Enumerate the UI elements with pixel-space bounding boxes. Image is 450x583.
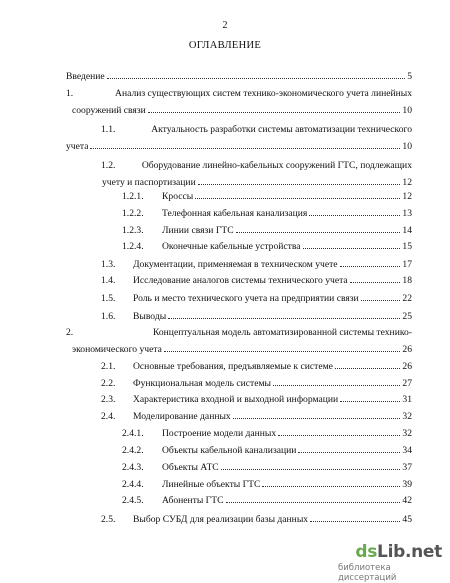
toc-text: Линии связи ГТС	[162, 225, 234, 236]
logo-ds-text: ds	[355, 542, 378, 562]
toc-text: Концептуальная модель автоматизированной системы технико-	[152, 327, 412, 338]
toc-line	[122, 461, 412, 473]
toc-line	[122, 444, 412, 456]
toc-line	[66, 70, 412, 82]
toc-text: сооружений связи	[72, 105, 146, 116]
toc-page-number: 14	[402, 225, 412, 236]
toc-line	[122, 207, 412, 219]
logo-rest-text: Lib.net	[377, 542, 442, 562]
toc-text: Основные требования, предъявляемые к системе	[133, 361, 333, 372]
toc-text: Оконечные кабельные устройства	[162, 241, 301, 252]
toc-leader-dots	[226, 494, 401, 503]
toc-number: 2.2.	[101, 378, 116, 389]
toc-number: 1.2.1.	[122, 191, 144, 202]
toc-number: 1.6.	[101, 311, 116, 322]
toc-number: 1.	[66, 88, 74, 99]
toc-leader-dots	[309, 207, 400, 216]
toc-line	[122, 224, 412, 236]
toc-number: 1.3.	[101, 259, 116, 270]
toc-text: учету и паспортизации	[102, 177, 196, 188]
toc-page-number: 27	[402, 378, 412, 389]
toc-text: Оборудование линейно-кабельных сооружений ГТС, подлежащих	[141, 160, 412, 171]
toc-number: 1.5.	[101, 293, 116, 304]
toc-line	[101, 292, 412, 304]
dslib-logo	[355, 542, 442, 562]
toc-line	[101, 160, 412, 172]
toc-leader-dots	[168, 310, 400, 319]
page-number: 2	[222, 20, 228, 31]
toc-text: Актуальность разработки системы автоматизации технического	[151, 124, 412, 135]
toc-page-number: 32	[402, 428, 412, 439]
toc-number: 1.1.	[101, 124, 116, 135]
toc-text: Построение модели данных	[162, 428, 277, 439]
toc-page-number: 12	[402, 177, 412, 188]
toc-page-number: 45	[402, 514, 412, 525]
toc-number: 2.4.1.	[122, 428, 144, 439]
toc-number: 2.4.3.	[122, 462, 144, 473]
toc-text: Документации, применяемая в техническом учете	[133, 259, 338, 270]
toc-leader-dots	[303, 240, 401, 249]
toc-line	[72, 343, 412, 355]
toc-leader-dots	[262, 478, 400, 487]
toc-page-number: 26	[402, 344, 412, 355]
toc-text: Анализ существующих систем технико-экономического учета линейных	[115, 88, 412, 99]
toc-page-number: 5	[407, 71, 412, 82]
toc-line	[122, 240, 412, 252]
toc-line	[101, 124, 412, 136]
toc-leader-dots	[233, 410, 401, 419]
toc-leader-dots	[164, 343, 400, 352]
watermark-subtitle: библиотека диссертаций	[338, 563, 397, 583]
toc-page-number: 32	[402, 411, 412, 422]
toc-number: 2.4.	[101, 411, 116, 422]
toc-page-number: 13	[402, 208, 412, 219]
toc-line	[101, 310, 412, 322]
toc-page-number: 18	[402, 275, 412, 286]
toc-text: Объекты АТС	[162, 462, 219, 473]
toc-leader-dots	[361, 292, 401, 301]
toc-leader-dots	[236, 224, 401, 233]
toc-line	[66, 327, 412, 339]
toc-page-number: 25	[402, 311, 412, 322]
toc-page-number: 10	[402, 105, 412, 116]
toc-leader-dots	[273, 377, 400, 386]
toc-number: 2.1.	[101, 361, 116, 372]
toc-leader-dots	[195, 190, 400, 199]
toc-number: 1.2.3.	[122, 225, 144, 236]
toc-leader-dots	[340, 393, 400, 402]
toc-page-number: 31	[402, 394, 412, 405]
toc-text: экономического учета	[72, 344, 162, 355]
toc-number: 1.2.4.	[122, 241, 144, 252]
toc-text: Телефонная кабельная канализация	[162, 208, 308, 219]
toc-leader-dots	[90, 140, 400, 149]
toc-line	[66, 88, 412, 100]
toc-number: 2.4.5.	[122, 495, 144, 506]
toc-line	[122, 478, 412, 490]
page-title: ОГЛАВЛЕНИЕ	[188, 40, 262, 51]
toc-leader-dots	[310, 513, 400, 522]
toc-page-number: 26	[402, 361, 412, 372]
toc-leader-dots	[198, 176, 401, 185]
toc-page-number: 10	[402, 141, 412, 152]
toc-number: 1.2.2.	[122, 208, 144, 219]
toc-line	[101, 258, 412, 270]
toc-number: 2.	[66, 327, 74, 338]
toc-leader-dots	[278, 427, 400, 436]
toc-text: Функциональная модель системы	[133, 378, 271, 389]
toc-number: 2.4.4.	[122, 479, 144, 490]
toc-text: Абоненты ГТС	[162, 495, 224, 506]
toc-line	[101, 393, 412, 405]
toc-page-number: 42	[402, 495, 412, 506]
toc-line	[101, 377, 412, 389]
toc-text: Исследование аналогов системы технического учета	[133, 275, 348, 286]
toc-line	[101, 410, 412, 422]
toc-line	[101, 360, 412, 372]
toc-leader-dots	[350, 274, 401, 283]
toc-page-number: 39	[402, 479, 412, 490]
toc-leader-dots	[221, 461, 401, 470]
toc-leader-dots	[335, 360, 400, 369]
toc-text: Роль и место технического учета на предприятии связи	[133, 293, 359, 304]
toc-number: 1.4.	[101, 275, 116, 286]
toc-leader-dots	[340, 258, 401, 267]
toc-text: Введение	[66, 71, 105, 82]
toc-text: Характеристика входной и выходной информации	[133, 394, 339, 405]
toc-page-number: 22	[402, 293, 412, 304]
toc-line	[101, 513, 412, 525]
toc-line	[66, 140, 412, 152]
toc-number: 2.5.	[101, 514, 116, 525]
toc-page-number: 34	[402, 445, 412, 456]
toc-number: 2.4.2.	[122, 445, 144, 456]
toc-text: учета	[66, 141, 89, 152]
toc-text: Объекты кабельной канализации	[162, 445, 297, 456]
toc-leader-dots	[107, 70, 406, 79]
toc-leader-dots	[298, 444, 400, 453]
toc-text: Моделирование данных	[133, 411, 231, 422]
toc-number: 2.3.	[101, 394, 116, 405]
toc-text: Выбор СУБД для реализации базы данных	[133, 514, 309, 525]
watermark	[338, 542, 442, 583]
toc-text: Кроссы	[162, 191, 194, 202]
toc-line	[101, 274, 412, 286]
toc-text: Линейные объекты ГТС	[162, 479, 261, 490]
toc-line	[122, 427, 412, 439]
toc-page-number: 15	[402, 241, 412, 252]
toc-page-number: 12	[402, 191, 412, 202]
toc-line	[122, 190, 412, 202]
toc-page-number: 37	[402, 462, 412, 473]
toc-line	[72, 104, 412, 116]
toc-text: Выводы	[133, 311, 167, 322]
toc-page-number: 17	[402, 259, 412, 270]
toc-line	[102, 176, 412, 188]
toc-number: 1.2.	[101, 160, 116, 171]
toc-leader-dots	[148, 104, 401, 113]
toc-line	[122, 494, 412, 506]
